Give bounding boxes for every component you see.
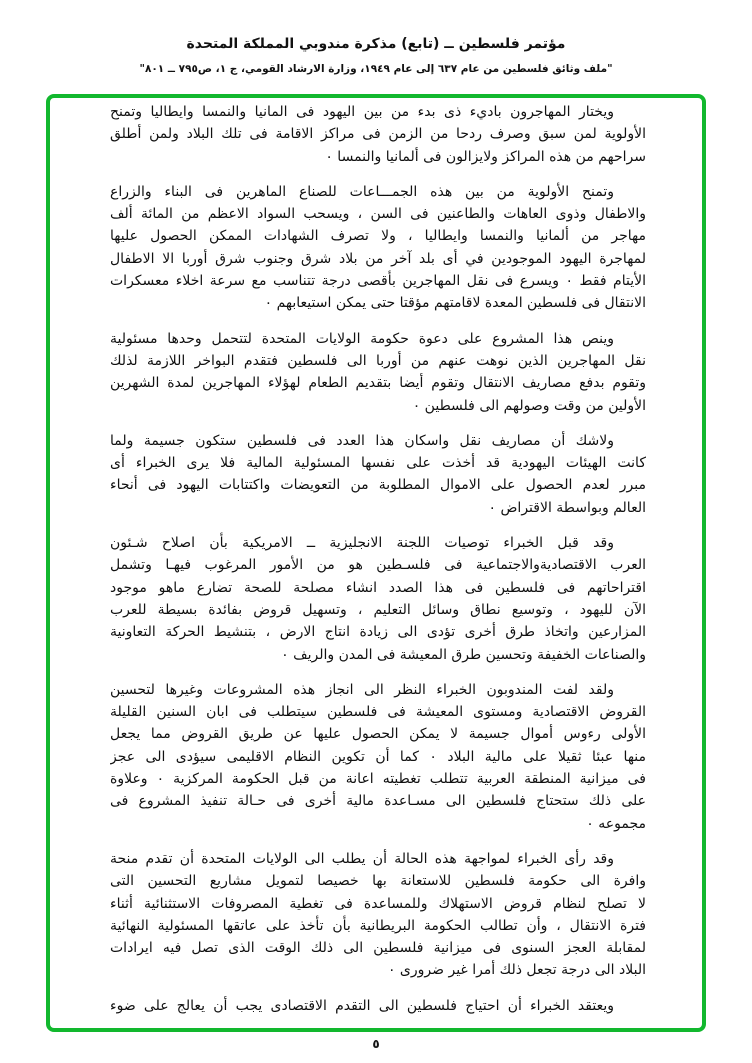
text-line: الانتقال فى فلسطين المعدة لاقامتهم مؤقتا حتى يمكن استيعابهم ٠ — [264, 295, 646, 312]
text-line: ولقد لفت المندوبون الخبراء النظر الى انجاز هذه المشروعات وغيرها لتحسين — [110, 681, 614, 698]
text-line: منها عبئا ثقيلا على مالية البلاد ٠ كما أن تكوين النظام الاقليمى سيؤدى الى عجز — [110, 748, 646, 765]
text-line: القروض الاقتصادية ومستوى المعيشة فى فلسطين سيتطلب فى ابان السنين القليلة — [110, 704, 646, 721]
text-line: وقد رأى الخبراء لمواجهة هذه الحالة أن يطلب الى الولايات المتحدة أن تقدم منحة — [110, 850, 614, 867]
text-line: لمهاجرة اليهود الموجودين في أى بلد آخر من بلاد شرق وجنوب شرق أوربا الا الاطفال — [110, 250, 646, 267]
text-line: المزارعين واتخاذ طرق أخرى تؤدى الى زيادة انتاج الارض ، بتنشيط الحركة التعاونية — [110, 624, 646, 641]
document-body — [110, 101, 646, 1030]
text-line: مبرر لعدم الحصول على الاموال المطلوبة من التعويضات واكتتابات اليهود فى أنحاء — [110, 477, 646, 494]
text-line: كانت الهيئات اليهودية قد أخذت على نفسها المسئولية المالية فلا يرى الخبراء أى — [110, 455, 646, 472]
text-line: ولاشك أن مصاريف نقل واسكان هذا العدد فى فلسطين ستكون جسيمة ولما — [110, 432, 614, 449]
text-line: الآن لليهود ، وتوسيع نطاق وسائل التعليم ، وتسهيل قروض بفائدة بسيطة للعرب — [110, 601, 646, 618]
text-line: نقل المهاجرين الذين نوهت عنهم من أوربا الى فلسطين فتقدم البواخر اللازمة لذلك — [110, 352, 646, 369]
text-line: لمقابلة العجز السنوى فى ميزانية فلسطين الى ذلك الوقت الذى تصل فيه ايرادات — [110, 940, 646, 957]
text-line: لا تصلح لنظام قروض الاستهلاك وللمساعدة فى تغطية المصروفات الاستثنائية أثناء — [110, 895, 646, 912]
text-line: وافرة الى حكومة فلسطين للاستعانة بها خصيصا لتمويل مشاريع التحسين التى — [110, 873, 646, 890]
text-line: وتقوم بدفع مصاريف الانتقال وتقوم أيضا بتقديم الطعام لهؤلاء المهاجرين لمدة الشهرين — [110, 375, 646, 392]
text-line: الأيتام فقط ٠ ويسرع فى نقل المهاجرين بأقصى درجة تتناسب مع سرعة اخلاء معسكرات — [110, 273, 646, 290]
text-line: الأولى رءوس أموال جسيمة لا يمكن الحصول عليها عن طريق القروض مما يجعل — [110, 726, 646, 743]
paragraph — [110, 532, 646, 666]
text-line: وينص هذا المشروع على دعوة حكومة الولايات المتحدة لتتحمل وحدها مسئولية — [110, 330, 614, 347]
text-line: مجموعه ٠ — [586, 815, 646, 832]
text-line: العرب الاقتصاديةوالاجتماعية فى فلسـطين هو من الأمور المرغوب فيهـا وتشمل — [110, 557, 646, 574]
source-citation: "ملف وثائق فلسطين من عام ٦٣٧ إلى عام ١٩٤٩، وزارة الارشاد القومي، ج ١، ص٧٩٥ ــ ٨٠١" — [139, 63, 613, 75]
document-title: مؤتمر فلسطين ــ (تابع) مذكرة مندوبي المملكة المتحدة — [186, 36, 566, 52]
paragraph — [110, 995, 646, 1017]
paragraph — [110, 181, 646, 315]
text-line: العالم وبواسطة الاقتراض ٠ — [488, 499, 646, 516]
page-number: ٥ — [372, 1037, 380, 1051]
text-line: على ذلك ستحتاج فلسطين الى مسـاعدة مالية أخرى فى حـالة تنفيذ المشروع فى — [110, 793, 646, 810]
paragraph — [110, 328, 646, 417]
paragraph — [110, 848, 646, 982]
text-line: الأولين من وقت وصولهم الى فلسطين ٠ — [412, 397, 646, 414]
text-line: سراحهم من هذه المراكز ولايزالون فى ألمانيا والنمسا ٠ — [325, 148, 646, 165]
paragraph — [110, 679, 646, 835]
text-line: ويعتقد الخبراء أن احتياج فلسطين الى التقدم الاقتصادى يجب أن يعالج على ضوء — [110, 997, 614, 1014]
text-line: وقد قبل الخبراء توصيات اللجنة الانجليزية ــ الامريكية بأن اصلاح شـئون — [110, 535, 614, 552]
text-line: البلاد الى درجة تجعل ذلك أمرا غير ضرورى ٠ — [387, 962, 646, 979]
text-line: فى ميزانية المنطقة العربية تتطلب تغطيته اعانة من قبل الحكومة المركزية ٠ وعلاوة — [110, 771, 646, 788]
text-line: ويختار المهاجرون باديء ذى بدء من بين اليهود فى المانيا والنمسا وايطاليا وتمنح — [110, 104, 614, 120]
paragraph — [110, 101, 646, 168]
text-line: اقتراحاتهم فى فلسطين فى هذا الصدد انشاء مصلحة للصحة تضارع ماهو موجود — [110, 579, 646, 596]
text-line: وتمنح الأولوية من بين هذه الجمـــاعات للصناع الماهرين فى البناء والزراع — [110, 183, 614, 200]
paragraph — [110, 430, 646, 519]
text-line: الأولوية لمن سبق وصرف ردحا من الزمن فى مراكز الاقامة فى تلك البلاد ولمن أطلق — [110, 126, 646, 143]
text-line: والصناعات الخفيفة وتحسين طرق المعيشة فى المدن والريف ٠ — [281, 646, 646, 663]
text-line: مهاجر من ألمانيا والنمسا وايطاليا ، ولا تصرف الشهادات الممكن الحصول عليها — [110, 228, 646, 245]
text-line: فترة الانتقال ، وأن تطالب الحكومة البريطانية بأن تأخذ على عاتقها المسئولية النهائية — [110, 917, 646, 934]
text-line: والاطفال وذوى العاهات والطاعنين فى السن ، ويسحب السواد الاعظم من المائة ألف — [110, 206, 646, 223]
